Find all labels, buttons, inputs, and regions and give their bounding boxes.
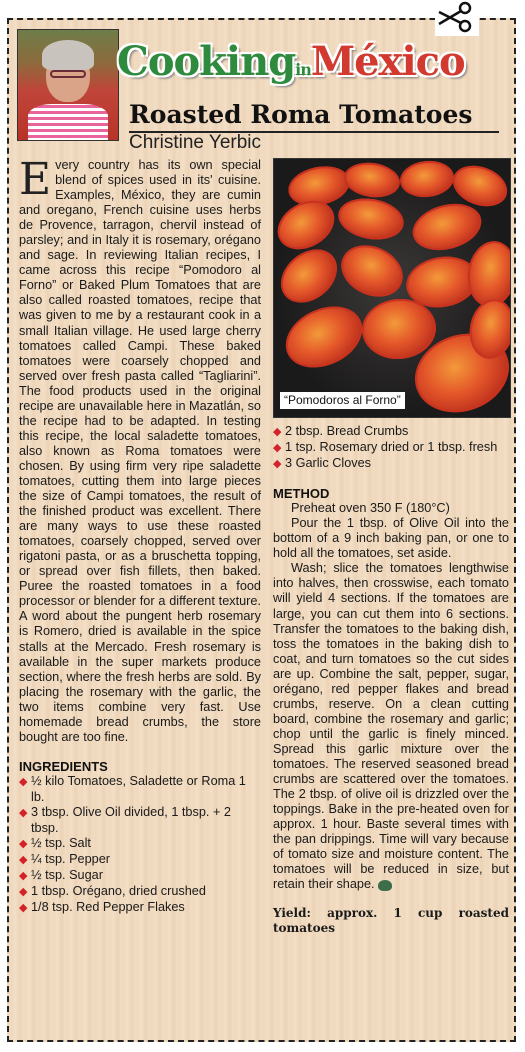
diamond-bullet-icon: ◆ bbox=[273, 458, 282, 471]
method-step: Pour the 1 tbsp. of Olive Oil into the bottom of a 9 inch baking pan, or one to hold all the tomatoes, set aside. bbox=[273, 516, 509, 561]
list-item: ◆ 3 tbsp. Olive Oil divided, 1 tbsp. + 2 tbsp. bbox=[19, 804, 231, 836]
author-photo bbox=[17, 29, 119, 141]
ingredients-list-right bbox=[273, 424, 509, 472]
list-item: ◆ 3 Garlic Cloves bbox=[273, 456, 509, 472]
photo-caption: “Pomodoros al Forno” bbox=[280, 392, 405, 409]
diamond-bullet-icon: ◆ bbox=[19, 886, 28, 899]
list-item: ◆ ½ kilo Tomatoes, Saladette or Roma 1 lb. bbox=[19, 773, 246, 804]
list-item: ◆ ¼ tsp. Pepper bbox=[19, 852, 261, 868]
yield-text: Yield: approx. 1 cup roasted tomatoes bbox=[273, 906, 509, 936]
logo-in: in bbox=[295, 60, 311, 79]
list-item: ◆ ½ tsp. Salt bbox=[19, 836, 261, 852]
diamond-bullet-icon: ◆ bbox=[19, 775, 28, 788]
intro-paragraph bbox=[19, 154, 261, 745]
recipe-card bbox=[7, 18, 516, 1042]
scissors-icon bbox=[435, 0, 479, 36]
roasted-tomatoes-photo bbox=[273, 158, 511, 418]
recipe-title: Roasted Roma Tomatoes bbox=[129, 100, 473, 129]
method-step: Wash; slice the tomatoes lengthwise into halves, then crosswise, each tomato will yield 4 sections. If the tomatoes are large, you can cut them into 6 sections. Transfer the tomatoes to the baking dish, toss the tomatoes in the baking dish to coat, and turn tomatoes so the cut sides are up. Combine the salt, pepper, sugar, orégano, red pepper flakes and bread crumbs, reserve. On a clean cutting board, combine the rosemary and garlic; chop until the garlic is finely minced. Spread this garlic mixture over the tomatoes. The reserved seasoned bread crumbs are scattered over the tomatoes. The 2 tbsp. of olive oil is drizzled over the toppings. Bake in the pre-heated oven for approx. 1 hour. Baste several times with the pan drippings. Time will vary because of tomato size and moisture content. The tomatoes will be reduced in size, but retain their shape. bbox=[273, 561, 509, 892]
method-step: Preheat oven 350 F (180°C) bbox=[291, 501, 450, 516]
method-heading: METHOD bbox=[273, 486, 330, 502]
end-mark-icon bbox=[378, 880, 392, 891]
list-item: ◆ 1 tbsp. Orégano, dried crushed bbox=[19, 884, 261, 900]
logo-mexico: México bbox=[310, 38, 465, 85]
right-column bbox=[273, 158, 509, 937]
diamond-bullet-icon: ◆ bbox=[19, 902, 28, 915]
diamond-bullet-icon: ◆ bbox=[273, 442, 282, 455]
ingredients-list-left bbox=[19, 774, 261, 916]
list-item: ◆ 1/8 tsp. Red Pepper Flakes bbox=[19, 900, 261, 916]
diamond-bullet-icon: ◆ bbox=[19, 854, 28, 867]
list-item: ◆ 1 tsp. Rosemary dried or 1 tbsp. fresh bbox=[273, 440, 509, 456]
cooking-in-mexico-logo bbox=[117, 38, 509, 96]
ingredients-heading: INGREDIENTS bbox=[19, 758, 108, 774]
diamond-bullet-icon: ◆ bbox=[273, 426, 282, 438]
author-byline: Christine Yerbic bbox=[129, 132, 262, 153]
diamond-bullet-icon: ◆ bbox=[19, 870, 28, 883]
drop-cap: E bbox=[19, 154, 52, 205]
list-item: ◆ 2 tbsp. Bread Crumbs bbox=[273, 424, 509, 440]
list-item: ◆ ½ tsp. Sugar bbox=[19, 868, 261, 884]
left-column bbox=[19, 154, 261, 916]
diamond-bullet-icon: ◆ bbox=[19, 806, 28, 819]
diamond-bullet-icon: ◆ bbox=[19, 838, 28, 851]
intro-text: very country has its own special blend of spices used in its' cuisine. Examples, México, they are cumin and oregano, French cuisine uses herbs de Provence, tarragon, chervil instead of parsley; and in Italy it is rosemary, orégano and sage. In reviewing Italian recipes, I came across this recipe “Pomodoro al Forno” or Baked Plum Tomatoes that are also called roasted tomatoes, recipe that was given to me by a restaurant cook in a small Italian village. He used large cherry tomatoes called Campi. These baked tomatoes were coarsely chopped and served over fresh pasta called “Tagliarini”. The food products used in the original recipe are unavailable here in Mazatlán, so the recipe had to be adapted. In testing this recipe, the local saladette tomatoes, also known as Roma tomatoes were chosen. By using firm very ripe saladette tomatoes, cutting them into large pieces the size of Campi tomatoes, the result of the finished product was excellent. There are many ways to use these roasted tomatoes, coarsely chopped, served over rigatoni pasta, or as a bruschetta topping, or spread over fish fillets, then baked. Puree the roasted tomatoes in a food processor or blender for a different texture. A word about the pungent herb rosemary is Romero, dried is available in the spice stalls at the Mercado. Fresh rosemary is available in the super markets produce section, where the fresh herbs are sold. By placing the rosemary with the garlic, the two items combine very fast. Use homemade bread crumbs, the store bought are too fine. bbox=[19, 158, 261, 744]
method-section bbox=[273, 501, 509, 892]
logo-cooking: Cooking bbox=[117, 38, 296, 85]
